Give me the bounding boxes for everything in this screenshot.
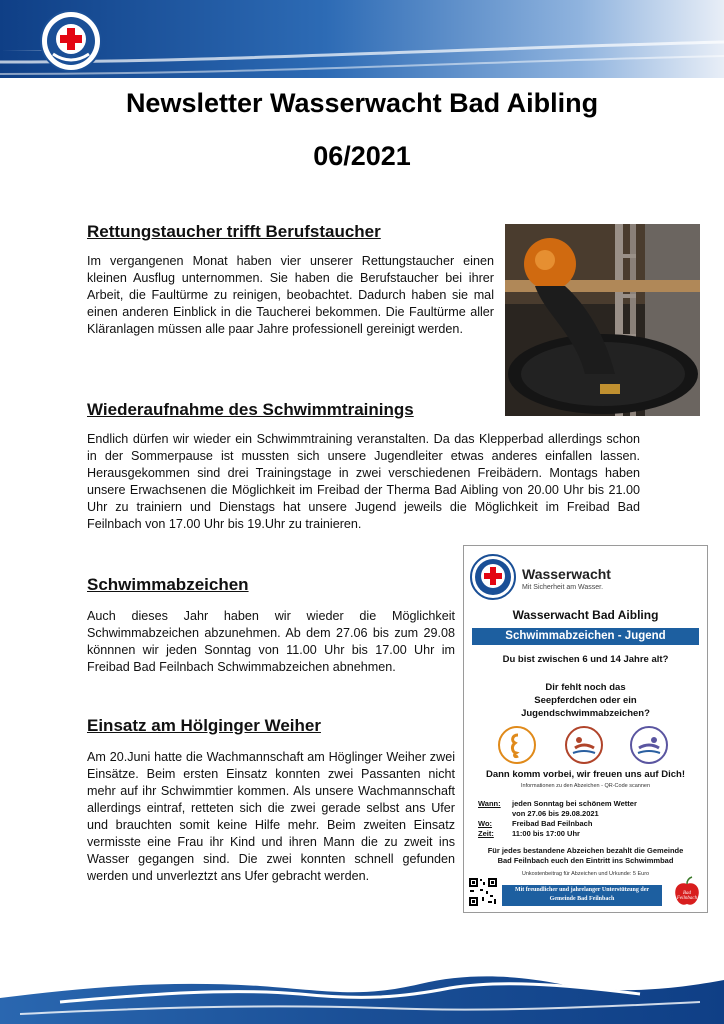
newsletter-issue: 06/2021	[313, 141, 411, 171]
wasserwacht-logo	[40, 10, 102, 72]
flyer-tagline: Mit Sicherheit am Wasser.	[522, 584, 604, 591]
flyer-wann-dates: von 27.06 bis 29.08.2021	[512, 809, 599, 818]
flyer-fee: Unkostenbeitrag für Abzeichen und Urkunde: 5 Euro	[521, 871, 650, 877]
qr-code-icon	[468, 877, 498, 907]
section-body: Endlich dürfen wir wieder ein Schwimmtraining veranstalten. Da das Klepperbad allerdings schon in der Sommerpause ist mussten sich unsere Jugendleiter etwas anderes einfallen lassen. Herausgekommen sind drei Trainingstage in zwei verschiedenen Freibädern. Montags haben unsere Erwachsenen die Möglichkeit im Freibad der Therma Bad Aibling von 20.00 Uhr bis 21.00 Uhr zu trainiern und Dienstags hat unsere Jugend jeweils die Möglichkeit im Freibad Bad Feilnbach von 17.00 Uhr bis 19.Uhr zu trainieren.	[87, 432, 640, 531]
flyer-question-badge-1: Dir fehlt noch das	[545, 682, 626, 693]
flyer-logo	[470, 554, 516, 600]
flyer-zeit-label: Zeit:	[478, 829, 494, 838]
flyer-wann-label: Wann:	[478, 799, 501, 808]
flyer-info: Informationen zu den Abzeichen - QR-Code scannen	[520, 783, 651, 789]
section-body: Auch dieses Jahr haben wir wieder die Möglichkeit Schwimmabzeichen abzunehmen. Ab dem 27.06 bis zum 29.08 könnnen wir jeden Sonntag von 11.00 Uhr bis 17.00 Uhr im Freibad Bad Feilnbach Schwimmabzeichen abnehmen.	[87, 609, 455, 674]
flyer-zeit-value: 11:00 bis 17:00 Uhr	[512, 829, 580, 838]
apple-logo-text-2: Feilnbach	[676, 896, 698, 901]
top-banner	[0, 0, 724, 78]
silver-swimmer-icon	[630, 726, 668, 764]
flyer-title: Wasserwacht Bad Aibling	[512, 608, 659, 622]
seahorse-badge-icon	[498, 726, 536, 764]
flyer-invite: Dann komm vorbei, wir freuen uns auf Dich!	[485, 769, 685, 780]
flyer-question-badge-3: Jugendschwimmabzeichen?	[521, 708, 650, 719]
flyer-footer-line2: Gemeinde Bad Feilnbach	[549, 896, 615, 902]
apple-logo-text-1: Bad	[682, 891, 692, 896]
section-body: Im vergangenen Monat haben vier unserer Rettungstaucher einen kleinen Ausflug unternommen. Sie haben die Berufstaucher bei ihrer Arbeit, die Faultürme zu reinigen, beobachtet. Dadurch haben sie mal einen anderen Einblick in die Taucherei bekommen. Die Faultürme aller Kläranlagen müssen alle paar Jahre professionell gereinigt werden.	[87, 254, 494, 336]
flyer-sponsor-1: Für jedes bestandene Abzeichen bezahlt die Gemeinde	[487, 846, 684, 855]
bottom-wave-banner	[0, 958, 724, 1024]
feilnbach-apple-logo	[671, 876, 703, 908]
flyer-sponsor-2: Bad Feilnbach euch den Eintritt ins Schwimmbad	[497, 856, 674, 865]
section-body: Am 20.Juni hatte die Wachmannschaft am Höglinger Weiher zwei Einsätze. Beim ersten Einsatz konnten zwei Passanten nicht mehr auf ihr Schwimmtier kommen. Als unsere Wachmannschaft allerdings eintraf, retteten sich die zwei gerade selbst ans Ufer und brauchten somit keine Hilfe mehr. Beim zweiten Einsatz vermisste eine Frau ihr Kind und ihren Mann die zu zweit ins Wasser gegangen sind. Die zwei konnten schnell gefunden werden und unverleztzt ans Ufer gebracht werden.	[87, 750, 455, 883]
flyer-question-age: Du bist zwischen 6 und 14 Jahre alt?	[502, 654, 669, 665]
flyer-footer	[502, 885, 662, 906]
flyer-wo-value: Freibad Bad Feilnbach	[512, 819, 593, 828]
flyer-brand: Wasserwacht	[522, 566, 611, 582]
flyer-footer-line1: Mit freundlicher und jahrelanger Unterstützung der	[514, 887, 650, 893]
newsletter-title: Newsletter Wasserwacht Bad Aibling	[125, 88, 599, 118]
section-heading: Einsatz am Hölginger Weiher	[87, 716, 321, 735]
flyer-wo-label: Wo:	[478, 819, 493, 828]
section-heading: Rettungstaucher trifft Berufstaucher	[87, 222, 381, 241]
flyer-schwimmabzeichen	[463, 545, 708, 913]
diver-photo	[505, 224, 700, 416]
bronze-swimmer-icon	[565, 726, 603, 764]
section-heading: Schwimmabzeichen	[87, 575, 249, 594]
section-heading: Wiederaufnahme des Schwimmtrainings	[87, 400, 414, 419]
flyer-question-badge-2: Seepferdchen oder ein	[534, 695, 637, 706]
flyer-wann-value: jeden Sonntag bei schönem Wetter	[512, 799, 637, 808]
flyer-bar: Schwimmabzeichen - Jugend	[472, 628, 699, 645]
